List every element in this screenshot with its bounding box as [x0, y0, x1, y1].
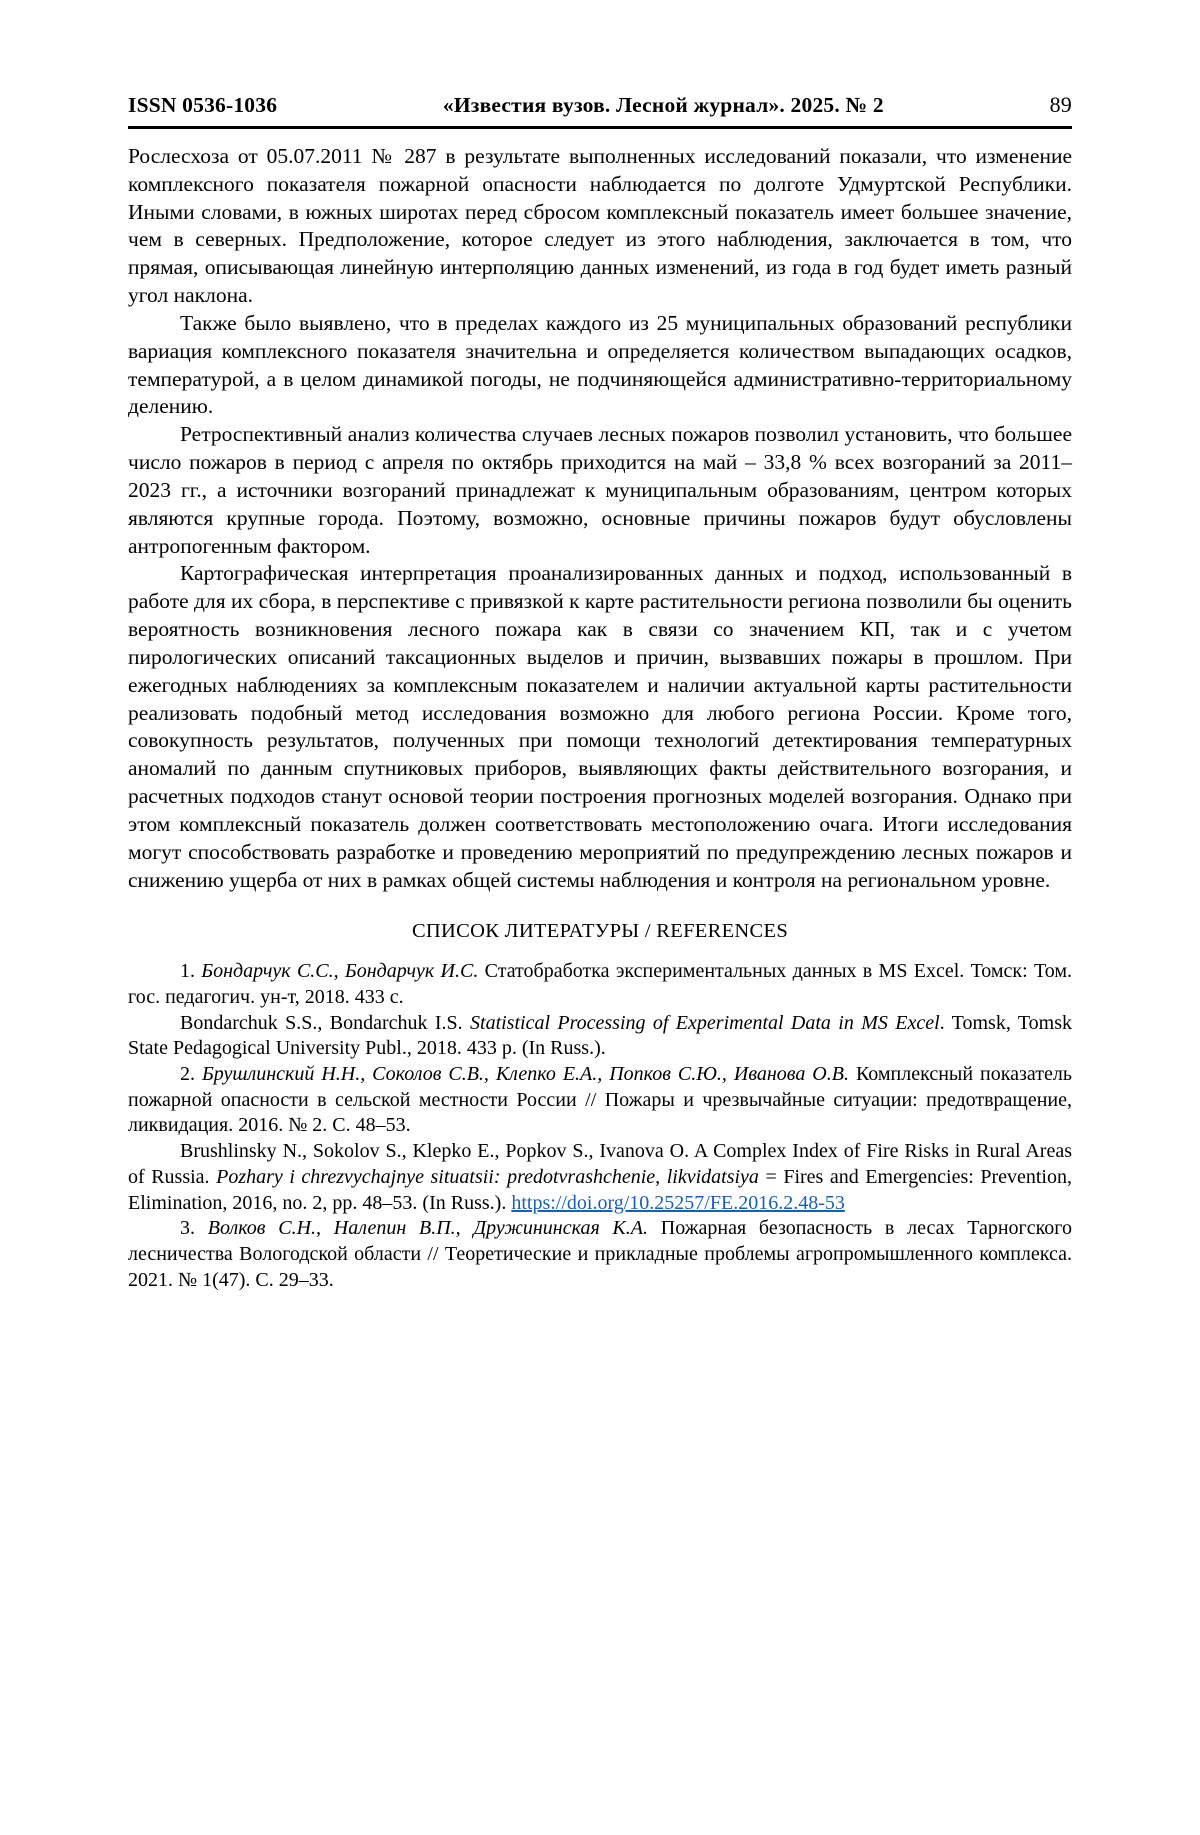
page-number: 89	[1049, 92, 1072, 117]
reference-3-rest-ru: Пожарная безопасность в лесах Тарногского лесничества Вологодской области // Теоретические и прикладные проблемы агропромышленного комплекса. 2021. № 1(47). С. 29–33.	[128, 1217, 1073, 1291]
header-divider	[128, 126, 1072, 129]
article-body	[128, 143, 1072, 894]
reference-2-doi-link[interactable]: https://doi.org/10.25257/FE.2016.2.48-53	[511, 1191, 845, 1214]
reference-item-1-ru	[128, 959, 1072, 1010]
reference-1-authors-en: Bondarchuk S.S., Bondarchuk I.S.	[180, 1011, 463, 1034]
paragraph-1: Рослесхоза от 05.07.2011 № 287 в результате выполненных исследований показали, что изменение комплексного показателя пожарной опасности наблюдается по долготе Удмуртской Республики. Иными словами, в южных широтах перед сбросом комплексный показатель имеет большее значение, чем в северных. Предположение, которое следует из этого наблюдения, заключается в том, что прямая, описывающая линейную интерполяцию данных изменений, из года в год будет иметь разный угол наклона.	[128, 144, 1072, 308]
reference-2-authors-ru: Брушлинский Н.Н., Соколов С.В., Клепко Е.А., Попков С.Ю., Иванова О.В.	[201, 1063, 849, 1086]
issn-label: ISSN 0536-1036	[128, 93, 278, 117]
reference-2-pre-en: Brushlinsky N., Sokolov S., Klepko E., Popkov S., Ivanova O. A Complex Index of Fire Risks in Rural Areas of Russia.	[128, 1140, 1072, 1188]
references-list	[128, 959, 1072, 1293]
reference-item-2-en	[128, 1139, 1072, 1216]
running-head	[128, 92, 1072, 118]
reference-item-3-ru	[128, 1216, 1072, 1293]
reference-1-rest-ru: Статобработка экспериментальных данных в MS Excel. Томск: Том. гос. педагогич. ун-т, 2018. 433 с.	[128, 960, 1072, 1009]
reference-item-2-ru	[128, 1062, 1072, 1139]
reference-2-journal-en: Pozhary i chrezvychajnye situatsii: predotvrashchenie, likvidatsiya	[216, 1165, 759, 1188]
paragraph-3: Ретроспективный анализ количества случаев лесных пожаров позволил установить, что большее число пожаров в период с апреля по октябрь приходится на май – 33,8 % всех возгораний за 2011–2023 гг., а источники возгораний принадлежат к муниципальным образованиям, центром которых являются крупные города. Поэтому, возможно, основные причины пожаров будут обусловлены антропогенным фактором.	[128, 422, 1072, 558]
reference-2-rest-ru: Комплексный показатель пожарной опасности в сельской местности России // Пожары и чрезвычайные ситуации: предотвращение, ликвидация. 2016. № 2. С. 48–53.	[128, 1063, 1072, 1137]
reference-1-number: 1.	[180, 960, 195, 983]
reference-1-rest-en: . Tomsk, Tomsk State Pedagogical University Publ., 2018. 433 p. (In Russ.).	[128, 1011, 1072, 1060]
paragraph-4: Картографическая интерпретация проанализированных данных и подход, использованный в работе для их сбора, в перспективе с привязкой к карте растительности региона позволили бы оценить вероятность возникновения лесного пожара как в связи со значением КП, так и с учетом пирологических описаний таксационных выделов и причин, вызвавших пожары в прошлом. При ежегодных наблюдениях за комплексным показателем и наличии актуальной карты растительности реализовать подобный метод исследования возможно для любого региона России. Кроме того, совокупность результатов, полученных при помощи технологий детектирования температурных аномалий по данным спутниковых приборов, выявляющих факты действительного возгорания, и расчетных подходов станут основой теории построения прогнозных моделей возгорания. Однако при этом комплексный показатель должен соответствовать местоположению очага. Итоги исследования могут способствовать разработке и проведению мероприятий по предупреждению лесных пожаров и снижению ущерба от них в рамках общей системы наблюдения и контроля на региональном уровне.	[128, 561, 1072, 892]
reference-1-title-en: Statistical Processing of Experimental Data in MS Excel	[470, 1011, 940, 1034]
reference-2-number: 2.	[180, 1063, 195, 1086]
reference-3-authors-ru: Волков С.Н., Налепин В.П., Дружининская К.А.	[207, 1217, 648, 1240]
reference-item-1-en	[128, 1011, 1072, 1062]
paragraph-2: Также было выявлено, что в пределах каждого из 25 муниципальных образований республики вариация комплексного показателя значительна и определяется количеством выпадающих осадков, температурой, а в целом динамикой погоды, не подчиняющейся административно-территориальному делению.	[128, 310, 1072, 419]
reference-1-authors-ru: Бондарчук С.С., Бондарчук И.С.	[201, 960, 479, 983]
references-heading: СПИСОК ЛИТЕРАТУРЫ / REFERENCES	[411, 920, 789, 943]
reference-3-number: 3.	[180, 1217, 195, 1240]
journal-title: «Известия вузов. Лесной журнал». 2025. № 2	[442, 93, 884, 117]
reference-2-post-en: = Fires and Emergencies: Prevention, Elimination, 2016, no. 2, pp. 48–53. (In Russ.).	[128, 1165, 1072, 1214]
